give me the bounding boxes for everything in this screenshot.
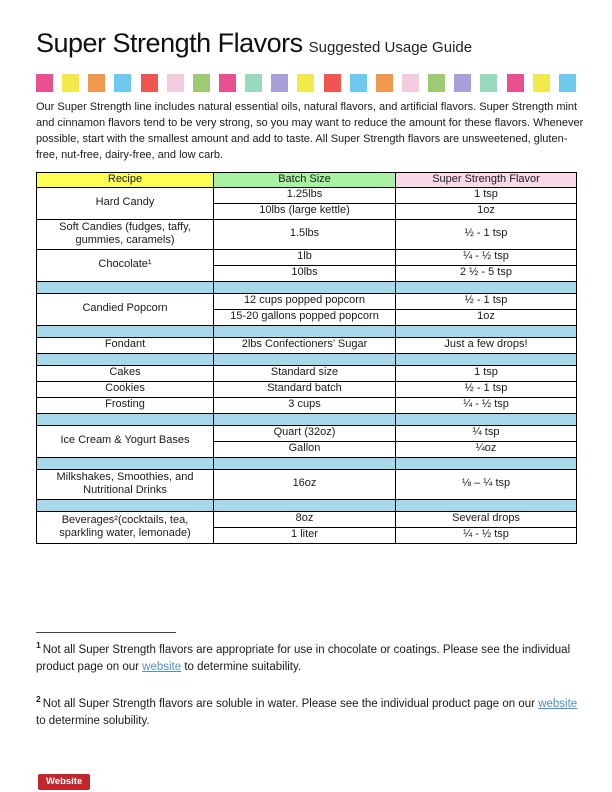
intro-paragraph: Our Super Strength line includes natural essential oils, natural flavors, and artificial flavors. Super Strength mint and cinnamon flavors tend to be very strong, so you may want to reduce the amount for these flavors. Whenever possible, start with the smallest amount and add to taste. All Super Strength flavors are unsweetened, gluten-free, nut-free, dairy-free, and low carb. [36,101,584,161]
table-cell: Fondant [37,337,214,353]
footnote-text: to determine suitability. [181,661,302,674]
color-stripe [36,74,576,92]
table-cell: ⅛ – ¼ tsp [396,469,577,499]
table-row [37,187,577,203]
color-square [36,74,53,92]
table-cell: 1oz [396,203,577,219]
table-cell: Soft Candies (fudges, taffy, gummies, caramels) [37,219,214,249]
color-square [193,74,210,92]
footnote-text: Not all Super Strength flavors are appropriate for use in chocolate or coatings. Please see the individual product page on our [36,643,571,674]
table-cell: ½ - 1 tsp [396,381,577,397]
table-row [37,425,577,441]
color-square [167,74,184,92]
separator-cell [37,353,214,365]
table-cell: ¼ - ½ tsp [396,397,577,413]
color-square [454,74,471,92]
color-square [402,74,419,92]
document-header [36,28,472,59]
separator-cell [214,353,396,365]
table-cell: 2 ½ - 5 tsp [396,265,577,281]
table-cell: 1oz [396,309,577,325]
color-square [376,74,393,92]
table-row [37,249,577,265]
separator-cell [396,499,577,511]
table-cell: 1 liter [214,527,396,543]
separator-cell [396,413,577,425]
website-link[interactable]: website [538,697,578,710]
table-row [37,219,577,249]
table-row [37,381,577,397]
table-cell: 8oz [214,511,396,527]
table-cell: ¼ - ½ tsp [396,249,577,265]
footnote-marker: 1 [36,640,41,650]
color-square [297,74,314,92]
table-cell: Several drops [396,511,577,527]
color-square [480,74,497,92]
website-badge-button[interactable]: Website [38,774,90,790]
color-square [114,74,131,92]
color-square [62,74,79,92]
table-cell: 12 cups popped popcorn [214,293,396,309]
separator-cell [396,457,577,469]
table-cell: 1 tsp [396,365,577,381]
table-cell: Milkshakes, Smoothies, and Nutritional Drinks [37,469,214,499]
table-cell: Candied Popcorn [37,293,214,325]
color-square [533,74,550,92]
table-cell: ¼ - ½ tsp [396,527,577,543]
table-cell: 1 tsp [396,187,577,203]
table-cell: ¼oz [396,441,577,457]
table-row [37,511,577,527]
page-title: Super Strength Flavors [36,28,303,58]
separator-row [37,281,577,293]
separator-cell [214,281,396,293]
table-cell: Ice Cream & Yogurt Bases [37,425,214,457]
table-cell: 10lbs (large kettle) [214,203,396,219]
table-cell: 2lbs Confectioners’ Sugar [214,337,396,353]
table-cell: Cakes [37,365,214,381]
table-row [37,397,577,413]
table-row [37,293,577,309]
table-header-cell: Recipe [37,173,214,188]
separator-cell [396,325,577,337]
table-cell: Hard Candy [37,187,214,219]
footnote-text: to determine solubility. [36,715,150,728]
footnote [36,639,584,676]
website-link[interactable]: website [142,661,182,674]
table-header-row [37,173,577,188]
separator-cell [37,499,214,511]
table-cell: Standard batch [214,381,396,397]
table-cell: 3 cups [214,397,396,413]
footnote [36,693,584,730]
table-row [37,365,577,381]
color-square [88,74,105,92]
table-cell: Gallon [214,441,396,457]
table-cell: Cookies [37,381,214,397]
table-cell: 1lb [214,249,396,265]
table-cell: Standard size [214,365,396,381]
separator-row [37,413,577,425]
table-cell: 1.25lbs [214,187,396,203]
page-subtitle: Suggested Usage Guide [308,39,473,56]
table-cell: 15-20 gallons popped popcorn [214,309,396,325]
color-square [219,74,236,92]
color-square [507,74,524,92]
separator-cell [37,281,214,293]
separator-row [37,353,577,365]
separator-cell [214,413,396,425]
table-cell: Beverages²(cocktails, tea, sparkling water, lemonade) [37,511,214,543]
separator-row [37,325,577,337]
separator-cell [37,325,214,337]
color-square [245,74,262,92]
table-cell: ¼ tsp [396,425,577,441]
table-cell: ½ - 1 tsp [396,219,577,249]
table-row [37,469,577,499]
color-square [141,74,158,92]
separator-cell [37,413,214,425]
separator-cell [214,457,396,469]
table-row [37,337,577,353]
table-cell: 16oz [214,469,396,499]
table-cell: Frosting [37,397,214,413]
usage-table [36,172,577,544]
table-cell: Just a few drops! [396,337,577,353]
separator-cell [214,499,396,511]
separator-row [37,457,577,469]
separator-row [37,499,577,511]
table-header-cell: Super Strength Flavor [396,173,577,188]
separator-cell [396,353,577,365]
color-square [428,74,445,92]
separator-cell [37,457,214,469]
table-header-cell: Batch Size [214,173,396,188]
table-cell: Quart (32oz) [214,425,396,441]
table-cell: Chocolate¹ [37,249,214,281]
color-square [271,74,288,92]
color-square [559,74,576,92]
footnote-marker: 2 [36,694,41,704]
table-cell: ½ - 1 tsp [396,293,577,309]
color-square [324,74,341,92]
footnote-text: Not all Super Strength flavors are soluble in water. Please see the individual product page on our [42,697,539,710]
separator-cell [214,325,396,337]
footnote-separator-rule [36,632,176,633]
color-square [350,74,367,92]
separator-cell [396,281,577,293]
table-cell: 1.5lbs [214,219,396,249]
table-cell: 10lbs [214,265,396,281]
